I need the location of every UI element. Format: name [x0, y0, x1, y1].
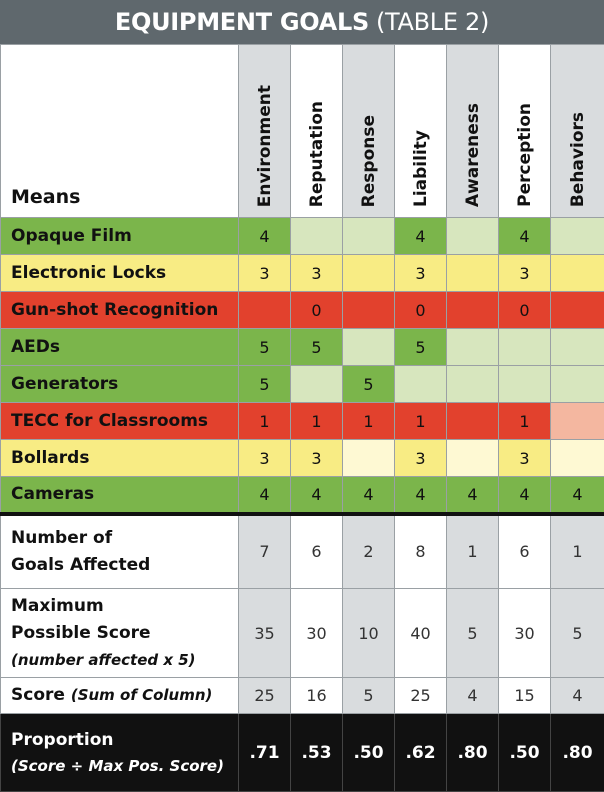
- score-cell: 3: [499, 440, 551, 477]
- sum-cell: 4: [447, 678, 499, 714]
- goal-header: [499, 45, 551, 218]
- score-cell: [447, 292, 499, 329]
- means-row: [1, 329, 604, 366]
- score-cell: [291, 366, 343, 403]
- score-cell: 1: [291, 403, 343, 440]
- sum-cell: 8: [395, 514, 447, 589]
- proportion-cell: .80: [447, 714, 499, 792]
- sum-cell: 30: [499, 589, 551, 678]
- means-row: [1, 292, 604, 329]
- table-title: [0, 0, 604, 44]
- score-cell: 1: [239, 403, 291, 440]
- title-sub: (TABLE 2): [376, 8, 489, 36]
- score-row: [1, 678, 604, 714]
- score-cell: [343, 440, 395, 477]
- score-cell: [447, 218, 499, 255]
- score-cell: 4: [395, 477, 447, 514]
- score-cell: 1: [343, 403, 395, 440]
- goal-header: [291, 45, 343, 218]
- equipment-goals-table: [0, 44, 604, 792]
- score-cell: 1: [499, 403, 551, 440]
- score-cell: [551, 440, 604, 477]
- goal-header: [343, 45, 395, 218]
- score-cell: 5: [343, 366, 395, 403]
- sum-cell: 10: [343, 589, 395, 678]
- score-label: Score (Sum of Column): [1, 678, 239, 714]
- score-cell: 3: [239, 440, 291, 477]
- max-score-row: [1, 589, 604, 678]
- score-cell: 3: [291, 255, 343, 292]
- score-cell: 4: [551, 477, 604, 514]
- score-cell: [447, 403, 499, 440]
- score-cell: 3: [291, 440, 343, 477]
- means-label: Electronic Locks: [1, 255, 239, 292]
- score-cell: [551, 403, 604, 440]
- score-cell: 3: [499, 255, 551, 292]
- goal-header: [551, 45, 604, 218]
- score-cell: [343, 255, 395, 292]
- score-cell: 3: [239, 255, 291, 292]
- sum-cell: 5: [343, 678, 395, 714]
- sum-cell: 4: [551, 678, 604, 714]
- score-cell: 4: [291, 477, 343, 514]
- goals-affected-label: Number of Goals Affected: [1, 514, 239, 589]
- score-cell: 4: [447, 477, 499, 514]
- score-cell: 0: [395, 292, 447, 329]
- sum-cell: 2: [343, 514, 395, 589]
- means-row: [1, 403, 604, 440]
- proportion-cell: .50: [499, 714, 551, 792]
- goal-header: [447, 45, 499, 218]
- sum-cell: 7: [239, 514, 291, 589]
- sum-cell: 25: [239, 678, 291, 714]
- score-cell: 5: [395, 329, 447, 366]
- sum-cell: 25: [395, 678, 447, 714]
- means-row: [1, 440, 604, 477]
- score-cell: [447, 366, 499, 403]
- score-cell: 4: [395, 218, 447, 255]
- score-cell: [447, 440, 499, 477]
- means-label: AEDs: [1, 329, 239, 366]
- score-cell: [343, 292, 395, 329]
- sum-cell: 35: [239, 589, 291, 678]
- goal-header-label: Perception: [515, 103, 535, 207]
- score-cell: [343, 218, 395, 255]
- score-cell: [499, 366, 551, 403]
- sum-cell: 6: [499, 514, 551, 589]
- score-cell: [551, 292, 604, 329]
- proportion-cell: .62: [395, 714, 447, 792]
- goal-header-label: Liability: [411, 130, 431, 207]
- means-label: Cameras: [1, 477, 239, 514]
- score-cell: 5: [239, 329, 291, 366]
- goal-header-label: Environment: [255, 85, 275, 207]
- max-score-label: Maximum Possible Score (number affected x 5): [1, 589, 239, 678]
- proportion-cell: .80: [551, 714, 604, 792]
- means-label: Gun-shot Recognition: [1, 292, 239, 329]
- sum-cell: 1: [551, 514, 604, 589]
- score-cell: 4: [343, 477, 395, 514]
- proportion-label: Proportion (Score ÷ Max Pos. Score): [1, 714, 239, 792]
- goal-header-label: Response: [359, 115, 379, 207]
- means-row: [1, 218, 604, 255]
- score-cell: 1: [395, 403, 447, 440]
- proportion-cell: .50: [343, 714, 395, 792]
- score-cell: 0: [499, 292, 551, 329]
- goal-header-label: Awareness: [463, 103, 483, 207]
- header-row: [1, 45, 604, 218]
- score-cell: 3: [395, 440, 447, 477]
- score-cell: 4: [239, 218, 291, 255]
- goals-affected-row: [1, 514, 604, 589]
- sum-cell: 16: [291, 678, 343, 714]
- score-cell: 0: [291, 292, 343, 329]
- score-cell: [499, 329, 551, 366]
- means-header: Means: [1, 45, 239, 218]
- proportion-cell: .71: [239, 714, 291, 792]
- score-cell: 3: [395, 255, 447, 292]
- score-cell: [551, 255, 604, 292]
- sum-cell: 6: [291, 514, 343, 589]
- means-label: Opaque Film: [1, 218, 239, 255]
- goal-header: [239, 45, 291, 218]
- score-cell: [291, 218, 343, 255]
- means-label: TECC for Classrooms: [1, 403, 239, 440]
- sum-cell: 30: [291, 589, 343, 678]
- sum-cell: 15: [499, 678, 551, 714]
- score-cell: [239, 292, 291, 329]
- means-row: [1, 366, 604, 403]
- goal-header: [395, 45, 447, 218]
- score-cell: [447, 329, 499, 366]
- score-cell: [343, 329, 395, 366]
- score-cell: [551, 218, 604, 255]
- proportion-cell: .53: [291, 714, 343, 792]
- title-main: EQUIPMENT GOALS: [115, 8, 369, 36]
- goal-header-label: Reputation: [307, 101, 327, 207]
- score-cell: [447, 255, 499, 292]
- score-cell: 5: [239, 366, 291, 403]
- score-cell: [395, 366, 447, 403]
- means-label: Generators: [1, 366, 239, 403]
- sum-cell: 5: [447, 589, 499, 678]
- sum-cell: 1: [447, 514, 499, 589]
- score-cell: [551, 329, 604, 366]
- score-cell: [551, 366, 604, 403]
- sum-cell: 40: [395, 589, 447, 678]
- means-label: Bollards: [1, 440, 239, 477]
- score-cell: 4: [499, 218, 551, 255]
- means-row: [1, 255, 604, 292]
- goal-header-label: Behaviors: [568, 112, 588, 207]
- score-cell: 5: [291, 329, 343, 366]
- score-cell: 4: [499, 477, 551, 514]
- sum-cell: 5: [551, 589, 604, 678]
- proportion-row: [1, 714, 604, 792]
- means-row: [1, 477, 604, 514]
- score-cell: 4: [239, 477, 291, 514]
